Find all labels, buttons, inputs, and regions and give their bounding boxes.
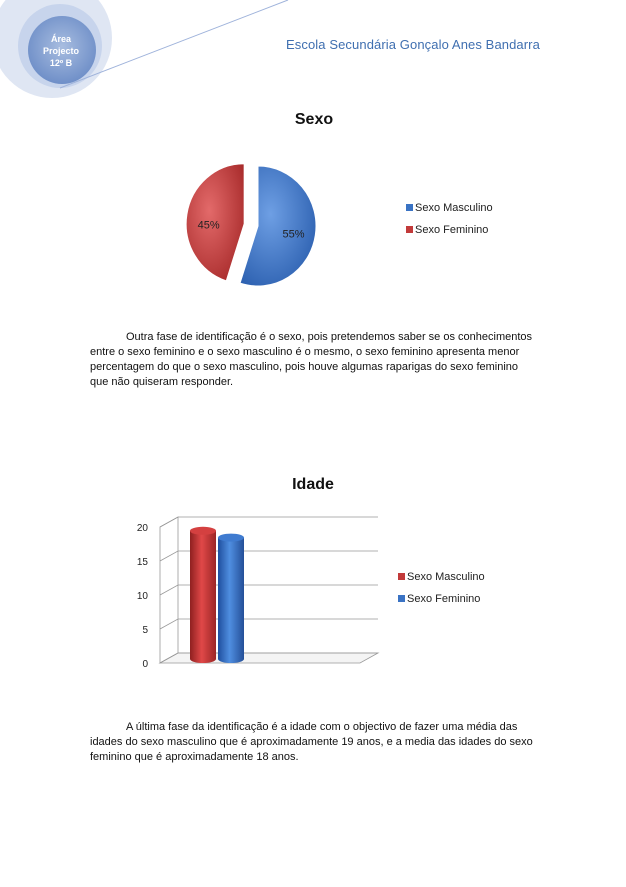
pie-legend-swatch (406, 204, 413, 211)
bar-y-tick-label: 5 (142, 625, 148, 636)
pie-legend-label: Sexo Feminino (415, 224, 489, 236)
pie-slice-masculino (240, 166, 316, 286)
bar-y-tick-label: 10 (136, 591, 148, 602)
bar-y-tick-label: 0 (142, 659, 148, 670)
bar-legend-swatch (398, 595, 405, 602)
bar-masculino (190, 527, 216, 663)
sexo-paragraph: Outra fase de identificação é o sexo, pois pretendemos saber se os conhecimentos entre o sexo feminino e o sexo masculino é o mesmo, o sexo feminino apresenta menor percentagem do que o sexo masculino, pois houve algumas raparigas do sexo feminino que não quiseram responder. (90, 331, 533, 388)
bar-chart (0, 505, 626, 695)
badge-line-3: 12º B (49, 58, 73, 68)
bar-feminino (218, 534, 244, 663)
pie-chart-title: Sexo (294, 111, 334, 128)
bar-y-tick-label: 15 (136, 557, 148, 568)
badge-line-1: Área (50, 34, 71, 44)
bar-legend-label: Sexo Masculino (407, 571, 485, 583)
bar-legend-label: Sexo Feminino (407, 593, 481, 605)
pie-data-label: 45% (197, 219, 220, 232)
pie-legend-label: Sexo Masculino (415, 202, 493, 214)
badge-line-2: Projecto (42, 46, 79, 56)
bar-chart-title: Idade (292, 476, 334, 493)
pie-data-label: 55% (282, 228, 305, 241)
project-badge (30, 33, 92, 69)
bar-legend-swatch (398, 573, 405, 580)
idade-paragraph: A última fase da identificação é a idade com o objectivo de fazer uma média das idades do sexo masculino que é aproximadamente 19 anos, e a media das idades do sexo feminino que é aproximadamente 18 anos. (90, 721, 533, 763)
bar-y-tick-label: 20 (136, 523, 148, 534)
school-name: Escola Secundária Gonçalo Anes Bandarra (286, 37, 540, 52)
header-decoration (0, 0, 626, 110)
pie-legend-swatch (406, 226, 413, 233)
bar-gridline (160, 517, 378, 527)
pie-chart (0, 150, 626, 350)
